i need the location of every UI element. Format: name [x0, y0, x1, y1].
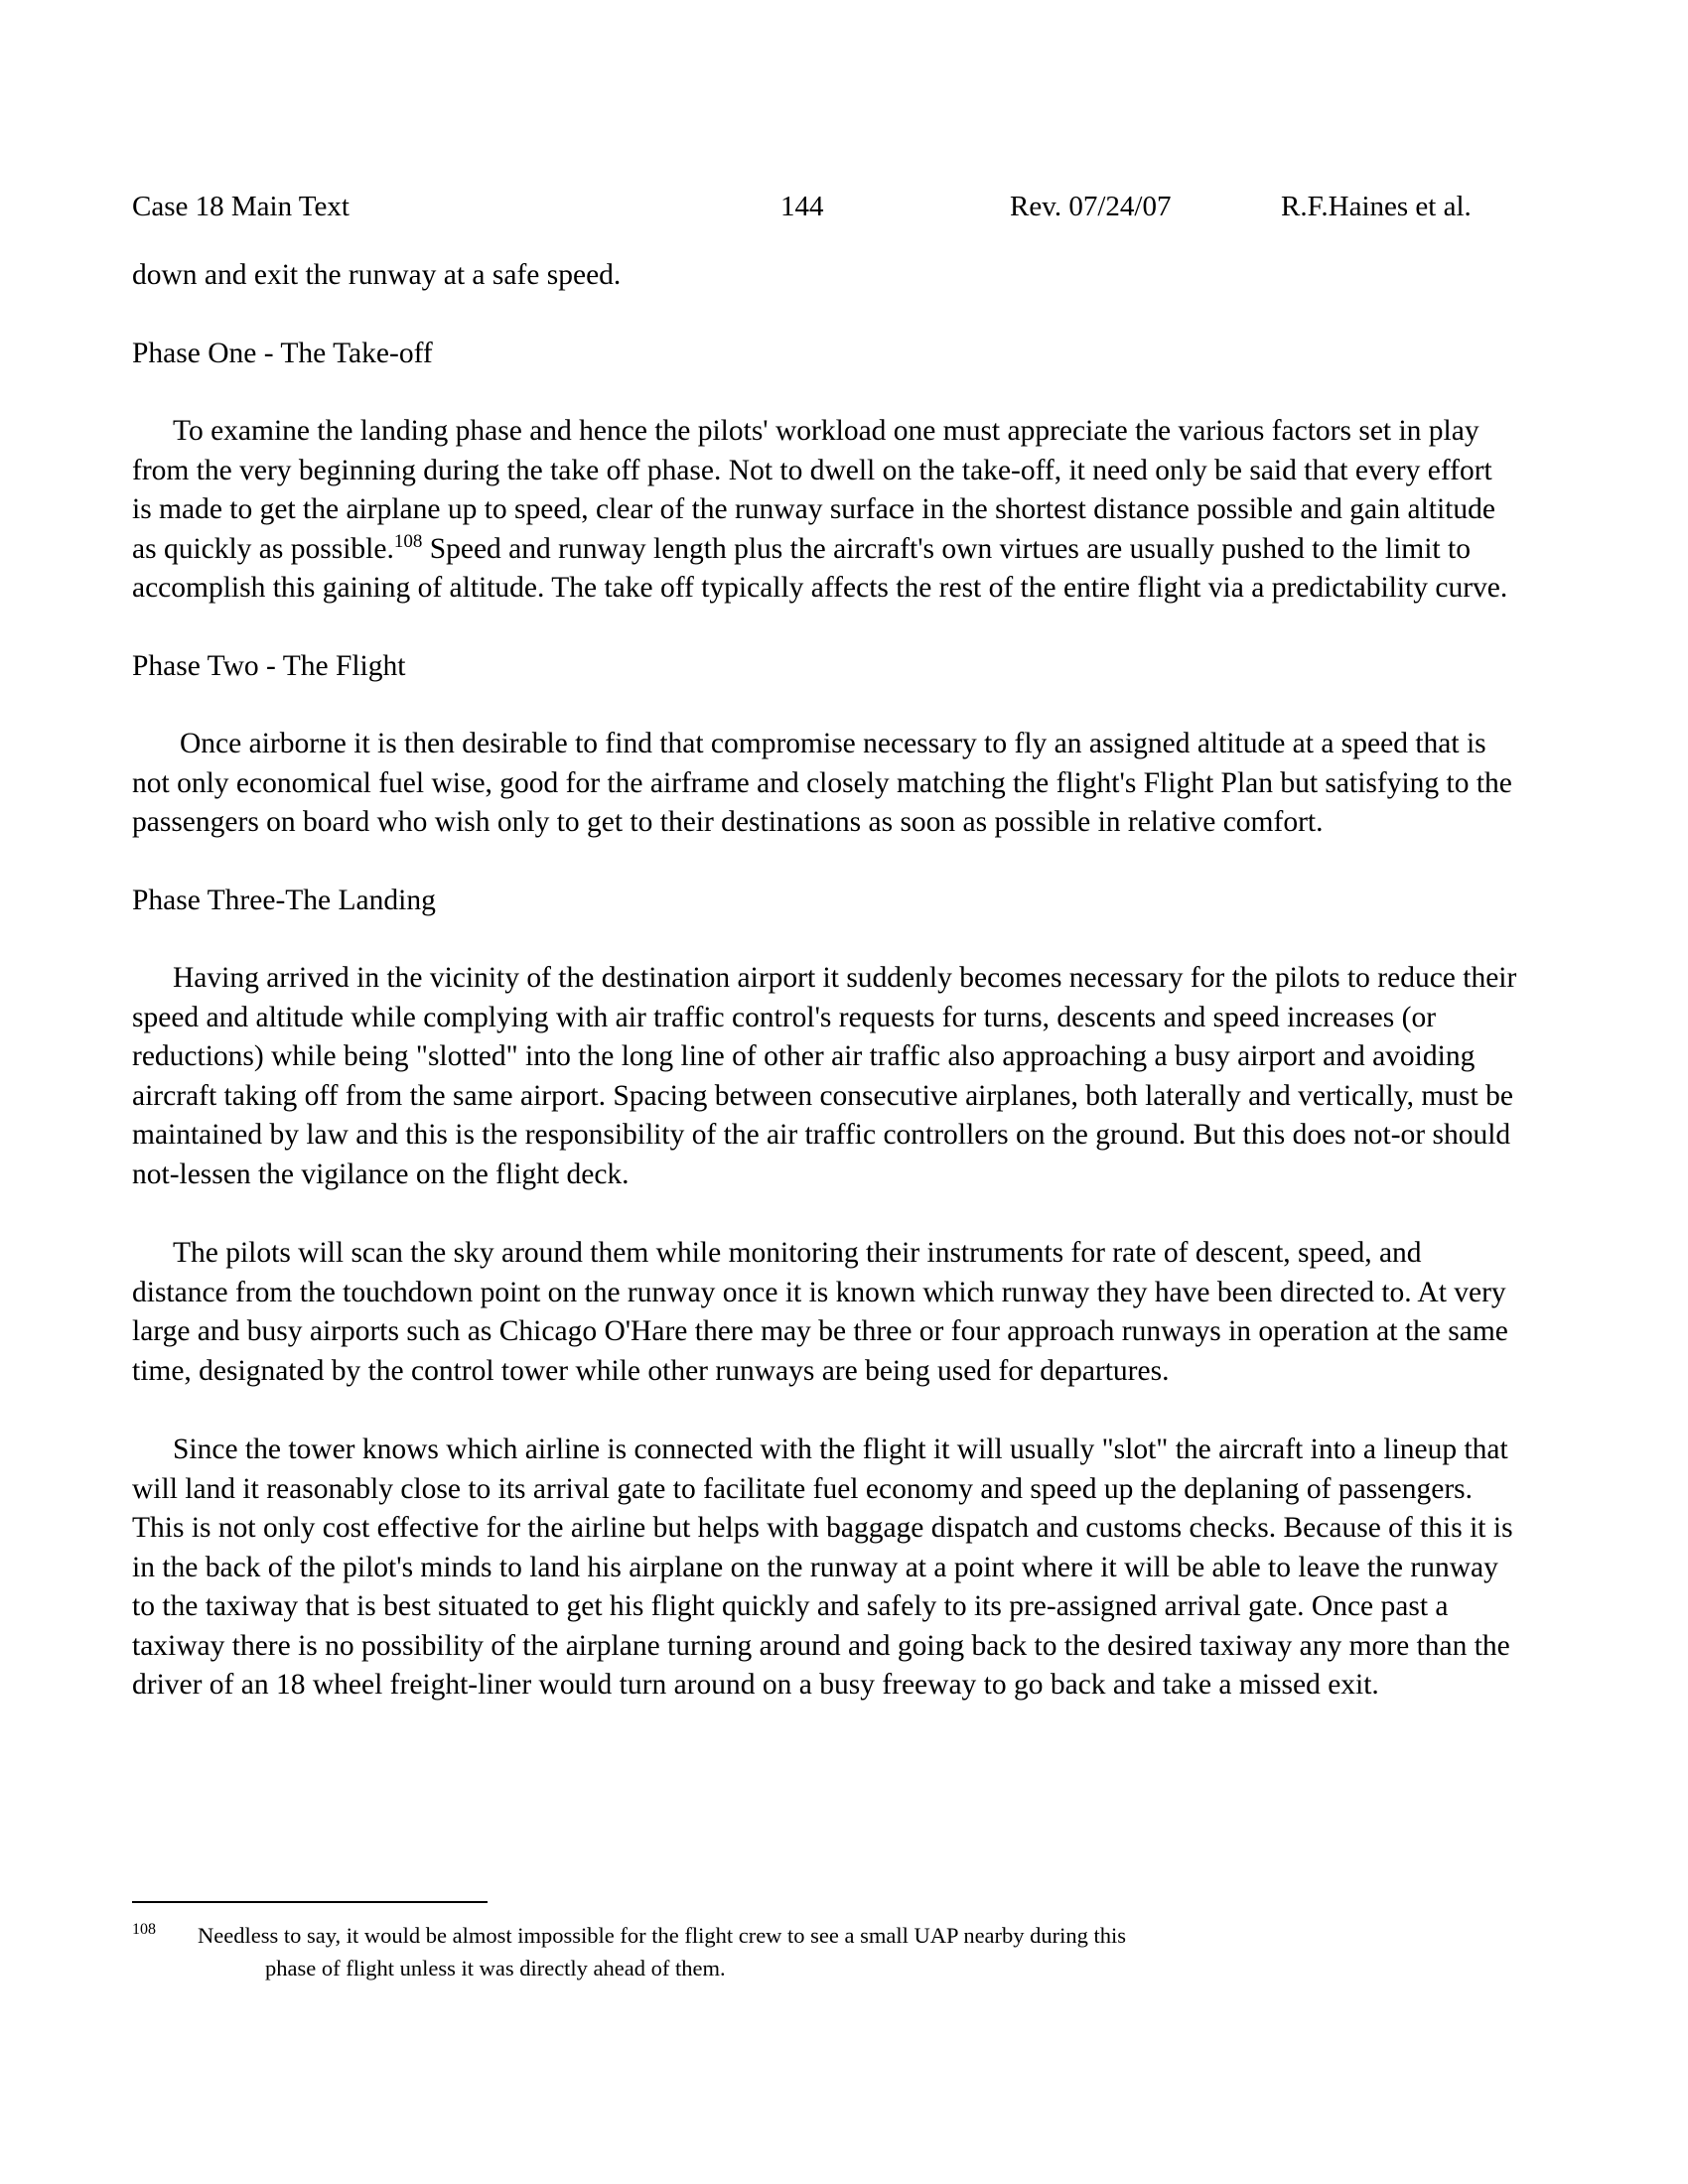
footnote-reference-108: 108	[393, 530, 423, 552]
paragraph-flight: Once airborne it is then desirable to find that compromise necessary to fly an assigned altitude at a speed that is not only economical fuel wise, good for the airframe and closely matching the flight's Flight Plan but satisfying to the passengers on board who wish only to get to their destinations as soon as possible in relative comfort.	[132, 728, 1512, 838]
heading-phase-two: Phase Two - The Flight	[132, 649, 406, 682]
footnote-number: 108	[132, 1921, 156, 1938]
paragraph-take-off	[132, 412, 1517, 609]
paragraph-landing-2: The pilots will scan the sky around them while monitoring their instruments for rate of descent, speed, and distance from the touchdown point on the runway once it is known which runway they have been directed to. At very large and busy airports such as Chicago O'Hare there may be three or four approach runways in operation at the same time, designated by the control tower while other runways are being used for departures.	[132, 1237, 1508, 1387]
body-text	[132, 256, 1517, 1706]
paragraph-take-off-part-b: Speed and runway length plus the aircraft's own virtues are usually pushed to the limit to accomplish this gaining of altitude. The take off typically affects the rest of the entire flight via a predictability curve.	[132, 532, 1508, 604]
footnote-entry	[132, 1919, 1517, 1984]
spacer	[132, 1194, 1517, 1234]
footnote-line-2: phase of flight unless it was directly ahead of them.	[265, 1956, 726, 1980]
header-author: R.F.Haines et al.	[1281, 191, 1472, 222]
paragraph-take-off-part-a: To examine the landing phase and hence the pilots' workload one must appreciate the various factors set in play from the very beginning during the take off phase. Not to dwell on the take-off, it need only be said that every effort is made to get the airplane up to speed, clear of the runway surface in the shortest distance possible and gain altitude as quickly as possible.	[132, 415, 1495, 565]
header-document-title: Case 18 Main Text	[132, 191, 350, 222]
spacer	[132, 920, 1517, 959]
footnote-separator-rule	[132, 1901, 488, 1903]
paragraph-landing-3: Since the tower knows which airline is connected with the flight it will usually "slot" the aircraft into a lineup that will land it reasonably close to its arrival gate to facilitate fuel economy and speed up the deplaning of passengers. This is not only cost effective for the airline but helps with baggage dispatch and customs checks. Because of this it is in the back of the pilot's minds to land his airplane on the runway at a point where it will be able to leave the runway to the taxiway that is best situated to get his flight quickly and safely to its pre-assigned arrival gate. Once past a taxiway there is no possibility of the airplane turning around and going back to the desired taxiway any more than the driver of an 18 wheel freight-liner would turn around on a busy freeway to go back and take a missed exit.	[132, 1433, 1513, 1701]
heading-phase-one: Phase One - The Take-off	[132, 337, 433, 369]
spacer	[132, 609, 1517, 647]
spacer	[132, 843, 1517, 882]
footnote-body	[132, 1919, 1517, 1984]
paragraph-landing-1: Having arrived in the vicinity of the destination airport it suddenly becomes necessary for the pilots to reduce their speed and altitude while complying with air traffic control's requests for turns, descents and speed increases (or reductions) while being "slotted" into the long line of other air traffic also approaching a busy airport and avoiding aircraft taking off from the same airport. Spacing between consecutive airplanes, both laterally and vertically, must be maintained by law and this is the responsibility of the air traffic controllers on the ground. But this does not-or should not-lessen the vigilance on the flight deck.	[132, 962, 1517, 1190]
header-revision-date: Rev. 07/24/07	[1010, 191, 1172, 222]
footnote-line-1: Needless to say, it would be almost impossible for the flight crew to see a small UAP nearby during this	[198, 1923, 1127, 1948]
spacer	[132, 686, 1517, 725]
header-page-number: 144	[780, 191, 824, 222]
running-header	[132, 187, 1517, 226]
spacer	[132, 373, 1517, 412]
continued-sentence: down and exit the runway at a safe speed.	[132, 259, 622, 291]
spacer	[132, 1391, 1517, 1431]
footnote-area	[132, 1901, 1517, 1984]
spacer	[132, 296, 1517, 335]
heading-phase-three: Phase Three-The Landing	[132, 884, 436, 916]
